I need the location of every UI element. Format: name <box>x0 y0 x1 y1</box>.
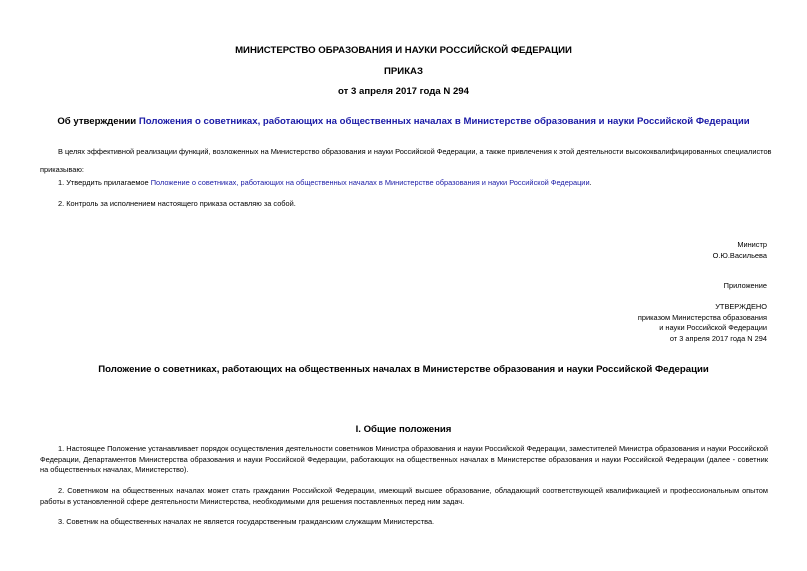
approved-label: УТВЕРЖДЕНО <box>715 302 767 311</box>
doc-title-prefix: Об утверждении <box>57 116 139 127</box>
signature-name: О.Ю.Васильева <box>712 251 767 260</box>
order-item-2: 2. Контроль за исполнением настоящего приказа оставляю за собой. <box>58 199 296 208</box>
regulation-title: Положение о советниках, работающих на общественных началах в Министерстве образования и науки Российской Федерации <box>98 364 709 375</box>
approved-line-1: приказом Министерства образования <box>637 313 767 322</box>
ministry-heading: МИНИСТЕРСТВО ОБРАЗОВАНИЯ И НАУКИ РОССИЙСКОЙ ФЕДЕРАЦИИ <box>235 45 572 56</box>
doc-type: ПРИКАЗ <box>384 66 423 77</box>
section-paragraph-2: 2. Советником на общественных началах может стать гражданин Российской Федерации, имеющий высшее образование, обладающий соответствующей квалификацией и профессиональным опытом работы в установленной сфере деятельности Министерства, необходимыми для решения поставленных перед ним задач. <box>40 486 768 506</box>
signature-position: Министр <box>737 240 767 249</box>
doc-title <box>0 116 807 127</box>
order-item-1-prefix: 1. Утвердить прилагаемое <box>58 178 151 187</box>
order-item-1 <box>58 178 592 187</box>
section-heading: I. Общие положения <box>355 424 452 435</box>
approved-line-3: от 3 апреля 2017 года N 294 <box>669 334 767 343</box>
preamble: В целях эффективной реализации функций, возложенных на Министерство образования и науки Российской Федерации, а также привлечения к этой деятельности высококвалифицированных специалистов <box>58 147 772 156</box>
order-item-1-suffix: . <box>589 178 592 187</box>
doc-date: от 3 апреля 2017 года N 294 <box>338 86 469 97</box>
order-word: приказываю: <box>40 165 84 174</box>
order-item-1-link[interactable]: Положение о советниках, работающих на общественных началах в Министерстве образования и науки Российской Федерации <box>150 178 590 187</box>
regulation-link[interactable]: Положения о советниках, работающих на общественных началах в Министерстве образования и науки Российской Федерации <box>138 116 750 127</box>
section-paragraph-1: 1. Настоящее Положение устанавливает порядок осуществления деятельности советников Министра образования и науки Российской Федерации, заместителей Министра образования и науки Российской Федерации, Департаментов Министерства образования и науки Российской Федерации, работающих на общественных началах в Министерстве образования и науки Российской Федерации (далее - советник на общественных началах, Министерство). <box>40 444 768 474</box>
approved-line-2: и науки Российской Федерации <box>659 323 767 332</box>
section-paragraph-3: 3. Советник на общественных началах не является государственным гражданским служащим Министерства. <box>58 517 435 526</box>
appendix-label: Приложение <box>723 281 767 290</box>
